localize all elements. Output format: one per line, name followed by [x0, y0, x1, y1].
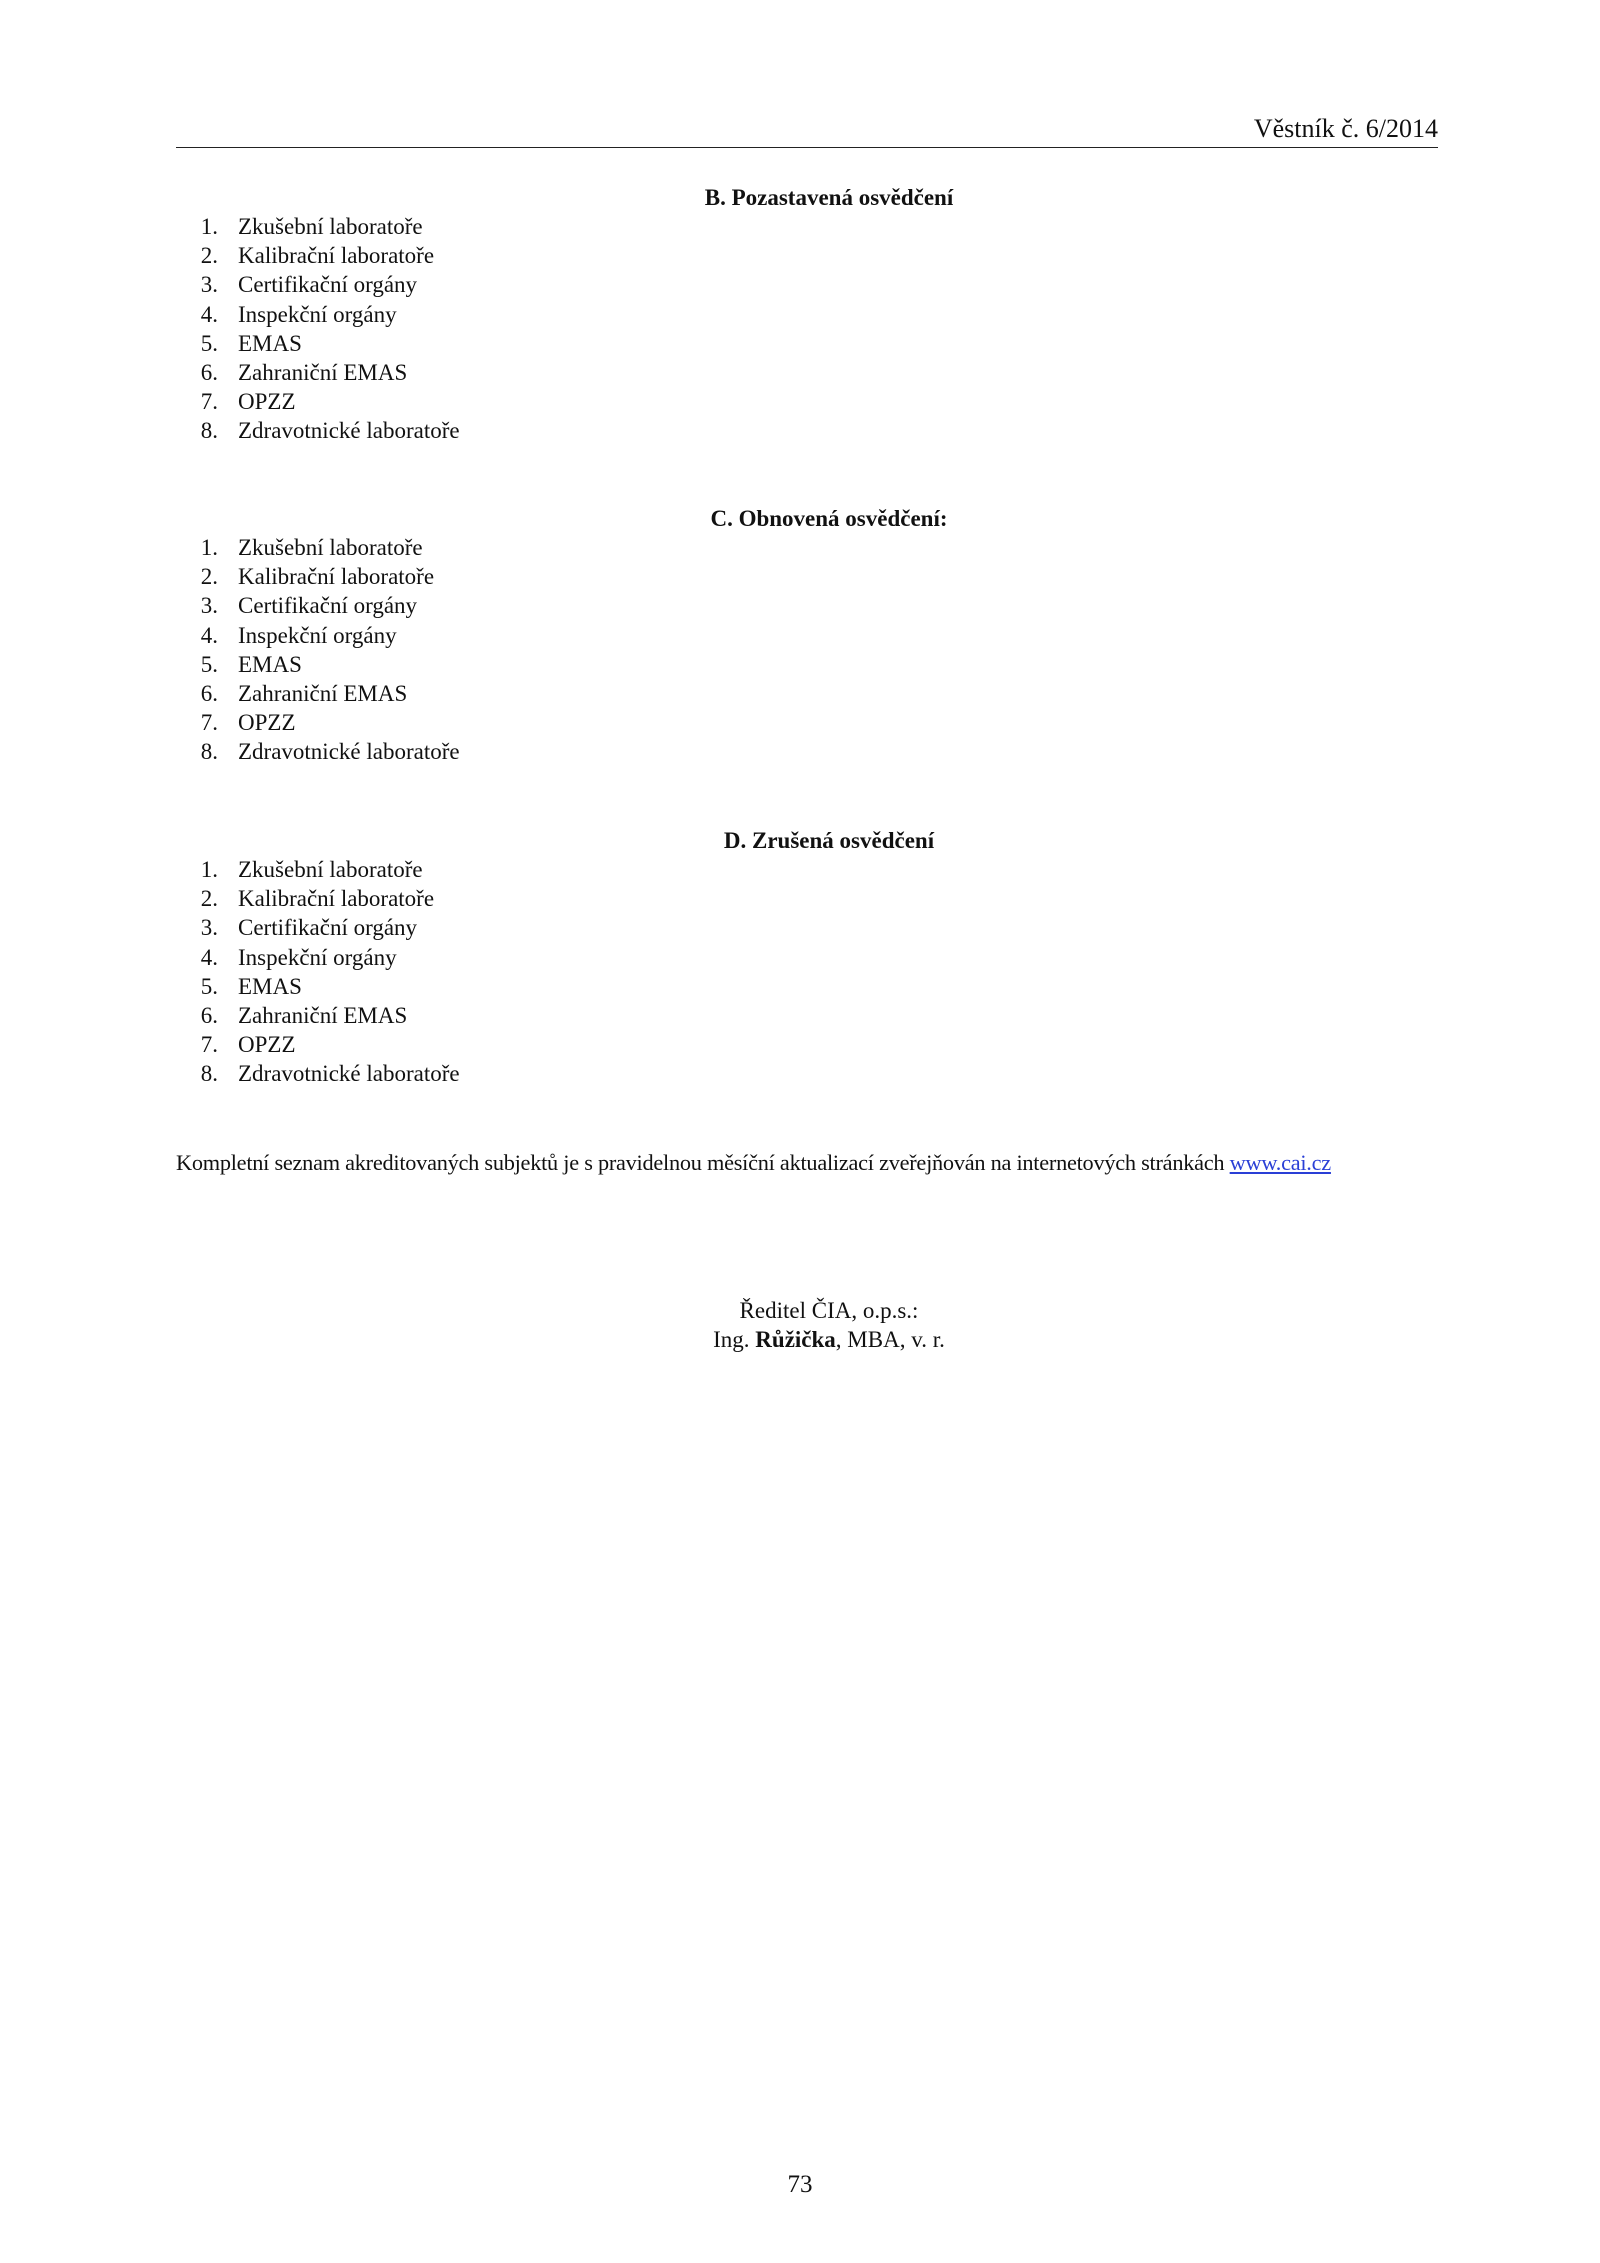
- page-header: [176, 110, 1438, 148]
- item-label: OPZZ: [238, 1032, 296, 1058]
- item-label: OPZZ: [238, 710, 296, 736]
- section-cancelled: [176, 826, 1438, 1089]
- list-item: [176, 358, 1438, 387]
- item-number: 5.: [200, 651, 218, 677]
- item-label: Zahraniční EMAS: [238, 359, 408, 385]
- list-item: [176, 621, 1438, 650]
- item-label: Inspekční orgány: [238, 301, 397, 327]
- bulletin-title: Věstník č. 6/2014: [1253, 114, 1438, 143]
- list-item: [176, 972, 1438, 1001]
- section-renewed: [176, 504, 1438, 767]
- registry-note: [176, 1149, 1438, 1177]
- item-label: Kalibrační laboratoře: [238, 243, 435, 269]
- list-item: [176, 416, 1438, 445]
- item-number: 8.: [200, 1061, 218, 1087]
- item-list: [176, 533, 1438, 767]
- list-item: [176, 1001, 1438, 1030]
- list-item: [176, 329, 1438, 358]
- item-label: Certifikační orgány: [238, 915, 418, 941]
- item-number: 6.: [200, 680, 218, 706]
- signature-block: [176, 1296, 1438, 1354]
- item-label: Zkušební laboratoře: [238, 214, 423, 239]
- list-item: [176, 855, 1438, 884]
- list-item: [176, 387, 1438, 416]
- signature-title: Ředitel ČIA, o.p.s.:: [739, 1298, 919, 1323]
- item-number: 7.: [200, 389, 218, 415]
- section-title: D. Zrušená osvědčení: [723, 828, 935, 853]
- item-number: 7.: [200, 710, 218, 736]
- list-item: [176, 212, 1438, 241]
- section-title: B. Pozastavená osvědčení: [704, 185, 954, 210]
- item-label: Kalibrační laboratoře: [238, 886, 435, 912]
- page-number: 73: [787, 2171, 813, 2198]
- item-label: Zahraniční EMAS: [238, 680, 408, 706]
- item-number: 2.: [200, 886, 218, 912]
- item-number: 6.: [200, 1002, 218, 1028]
- item-number: 3.: [200, 272, 218, 298]
- item-label: Certifikační orgány: [238, 272, 418, 298]
- list-item: [176, 884, 1438, 913]
- item-label: Zkušební laboratoře: [238, 535, 423, 560]
- item-label: Inspekční orgány: [238, 622, 397, 648]
- list-item: [176, 679, 1438, 708]
- item-number: 1.: [200, 857, 218, 882]
- list-item: [176, 708, 1438, 737]
- item-label: EMAS: [238, 651, 302, 677]
- item-number: 4.: [200, 944, 218, 970]
- item-list: [176, 855, 1438, 1089]
- item-number: 1.: [200, 214, 218, 239]
- item-number: 1.: [200, 535, 218, 560]
- list-item: [176, 270, 1438, 299]
- item-label: Zdravotnické laboratoře: [238, 418, 460, 444]
- registry-note-text: Kompletní seznam akreditovaných subjektů je s pravidelnou měsíční aktualizací zveřejňován na internetových stránkách: [176, 1150, 1230, 1175]
- item-label: Zdravotnické laboratoře: [238, 1061, 460, 1087]
- item-number: 4.: [200, 301, 218, 327]
- signature-prefix: Ing.: [713, 1327, 756, 1352]
- item-label: Zdravotnické laboratoře: [238, 739, 460, 765]
- list-item: [176, 241, 1438, 270]
- item-label: Zahraniční EMAS: [238, 1002, 408, 1028]
- item-number: 6.: [200, 359, 218, 385]
- list-item: [176, 1030, 1438, 1059]
- list-item: [176, 300, 1438, 329]
- item-number: 7.: [200, 1032, 218, 1058]
- signature-surname: Růžička: [755, 1327, 836, 1352]
- list-item: [176, 1059, 1438, 1088]
- list-item: [176, 562, 1438, 591]
- item-number: 2.: [200, 243, 218, 269]
- item-number: 3.: [200, 593, 218, 619]
- item-number: 4.: [200, 622, 218, 648]
- item-number: 2.: [200, 564, 218, 590]
- item-label: OPZZ: [238, 389, 296, 415]
- signature-suffix: , MBA, v. r.: [835, 1327, 945, 1352]
- cai-website-link[interactable]: www.cai.cz: [1229, 1150, 1331, 1175]
- item-label: Zkušební laboratoře: [238, 857, 423, 882]
- item-label: Inspekční orgány: [238, 944, 397, 970]
- list-item: [176, 650, 1438, 679]
- item-number: 8.: [200, 418, 218, 444]
- item-label: Certifikační orgány: [238, 593, 418, 619]
- list-item: [176, 591, 1438, 620]
- item-number: 5.: [200, 330, 218, 356]
- item-label: EMAS: [238, 330, 302, 356]
- item-label: Kalibrační laboratoře: [238, 564, 435, 590]
- signature-name: [220, 1325, 1438, 1354]
- item-list: [176, 212, 1438, 446]
- item-number: 8.: [200, 739, 218, 765]
- list-item: [176, 913, 1438, 942]
- section-suspended: [176, 183, 1438, 446]
- item-number: 5.: [200, 973, 218, 999]
- item-label: EMAS: [238, 973, 302, 999]
- list-item: [176, 943, 1438, 972]
- item-number: 3.: [200, 915, 218, 941]
- list-item: [176, 737, 1438, 766]
- list-item: [176, 533, 1438, 562]
- section-title: C. Obnovená osvědčení:: [710, 506, 948, 531]
